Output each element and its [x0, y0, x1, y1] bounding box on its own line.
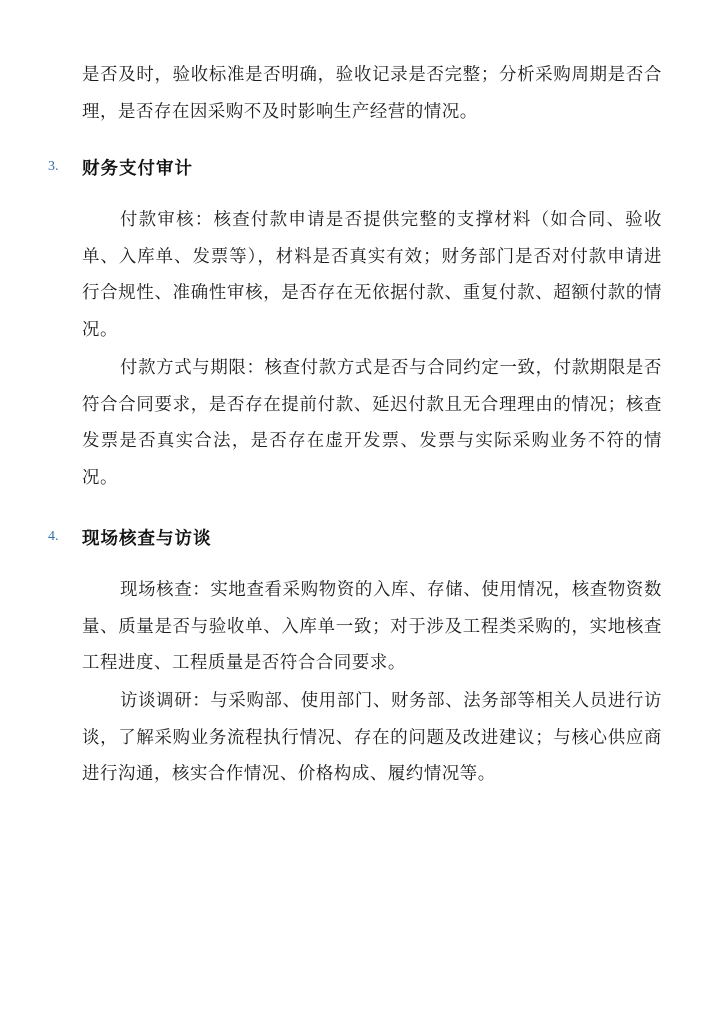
section-number: 4. [48, 529, 59, 544]
section-title: 财务支付审计 [82, 158, 193, 179]
section-number: 3. [48, 159, 59, 174]
section-heading-4 [48, 522, 212, 552]
payment-review-paragraph: 付款审核：核查付款申请是否提供完整的支撑材料（如合同、验收单、入库单、发票等），材料是否真实有效；财务部门是否对付款申请进行合规性、准确性审核，是否存在无依据付款、重复付款、超额付款的情况。 [82, 210, 662, 340]
section-heading-3 [48, 152, 193, 182]
payment-method-paragraph: 付款方式与期限：核查付款方式是否与合同约定一致，付款期限是否符合合同要求，是否存在提前付款、延迟付款且无合理理由的情况；核查发票是否真实合法，是否存在虚开发票、发票与实际采购业务不符的情况。 [82, 358, 662, 488]
interview-paragraph: 访谈调研：与采购部、使用部门、财务部、法务部等相关人员进行访谈，了解采购业务流程执行情况、存在的问题及改进建议；与核心供应商进行沟通，核实合作情况、价格构成、履约情况等。 [82, 691, 662, 785]
continuation-paragraph: 是否及时，验收标准是否明确，验收记录是否完整；分析采购周期是否合理，是否存在因采购不及时影响生产经营的情况。 [82, 65, 662, 122]
site-inspection-paragraph: 现场核查：实地查看采购物资的入库、存储、使用情况，核查物资数量、质量是否与验收单、入库单一致；对于涉及工程类采购的，实地核查工程进度、工程质量是否符合合同要求。 [82, 580, 662, 674]
section-title: 现场核查与访谈 [82, 528, 212, 549]
